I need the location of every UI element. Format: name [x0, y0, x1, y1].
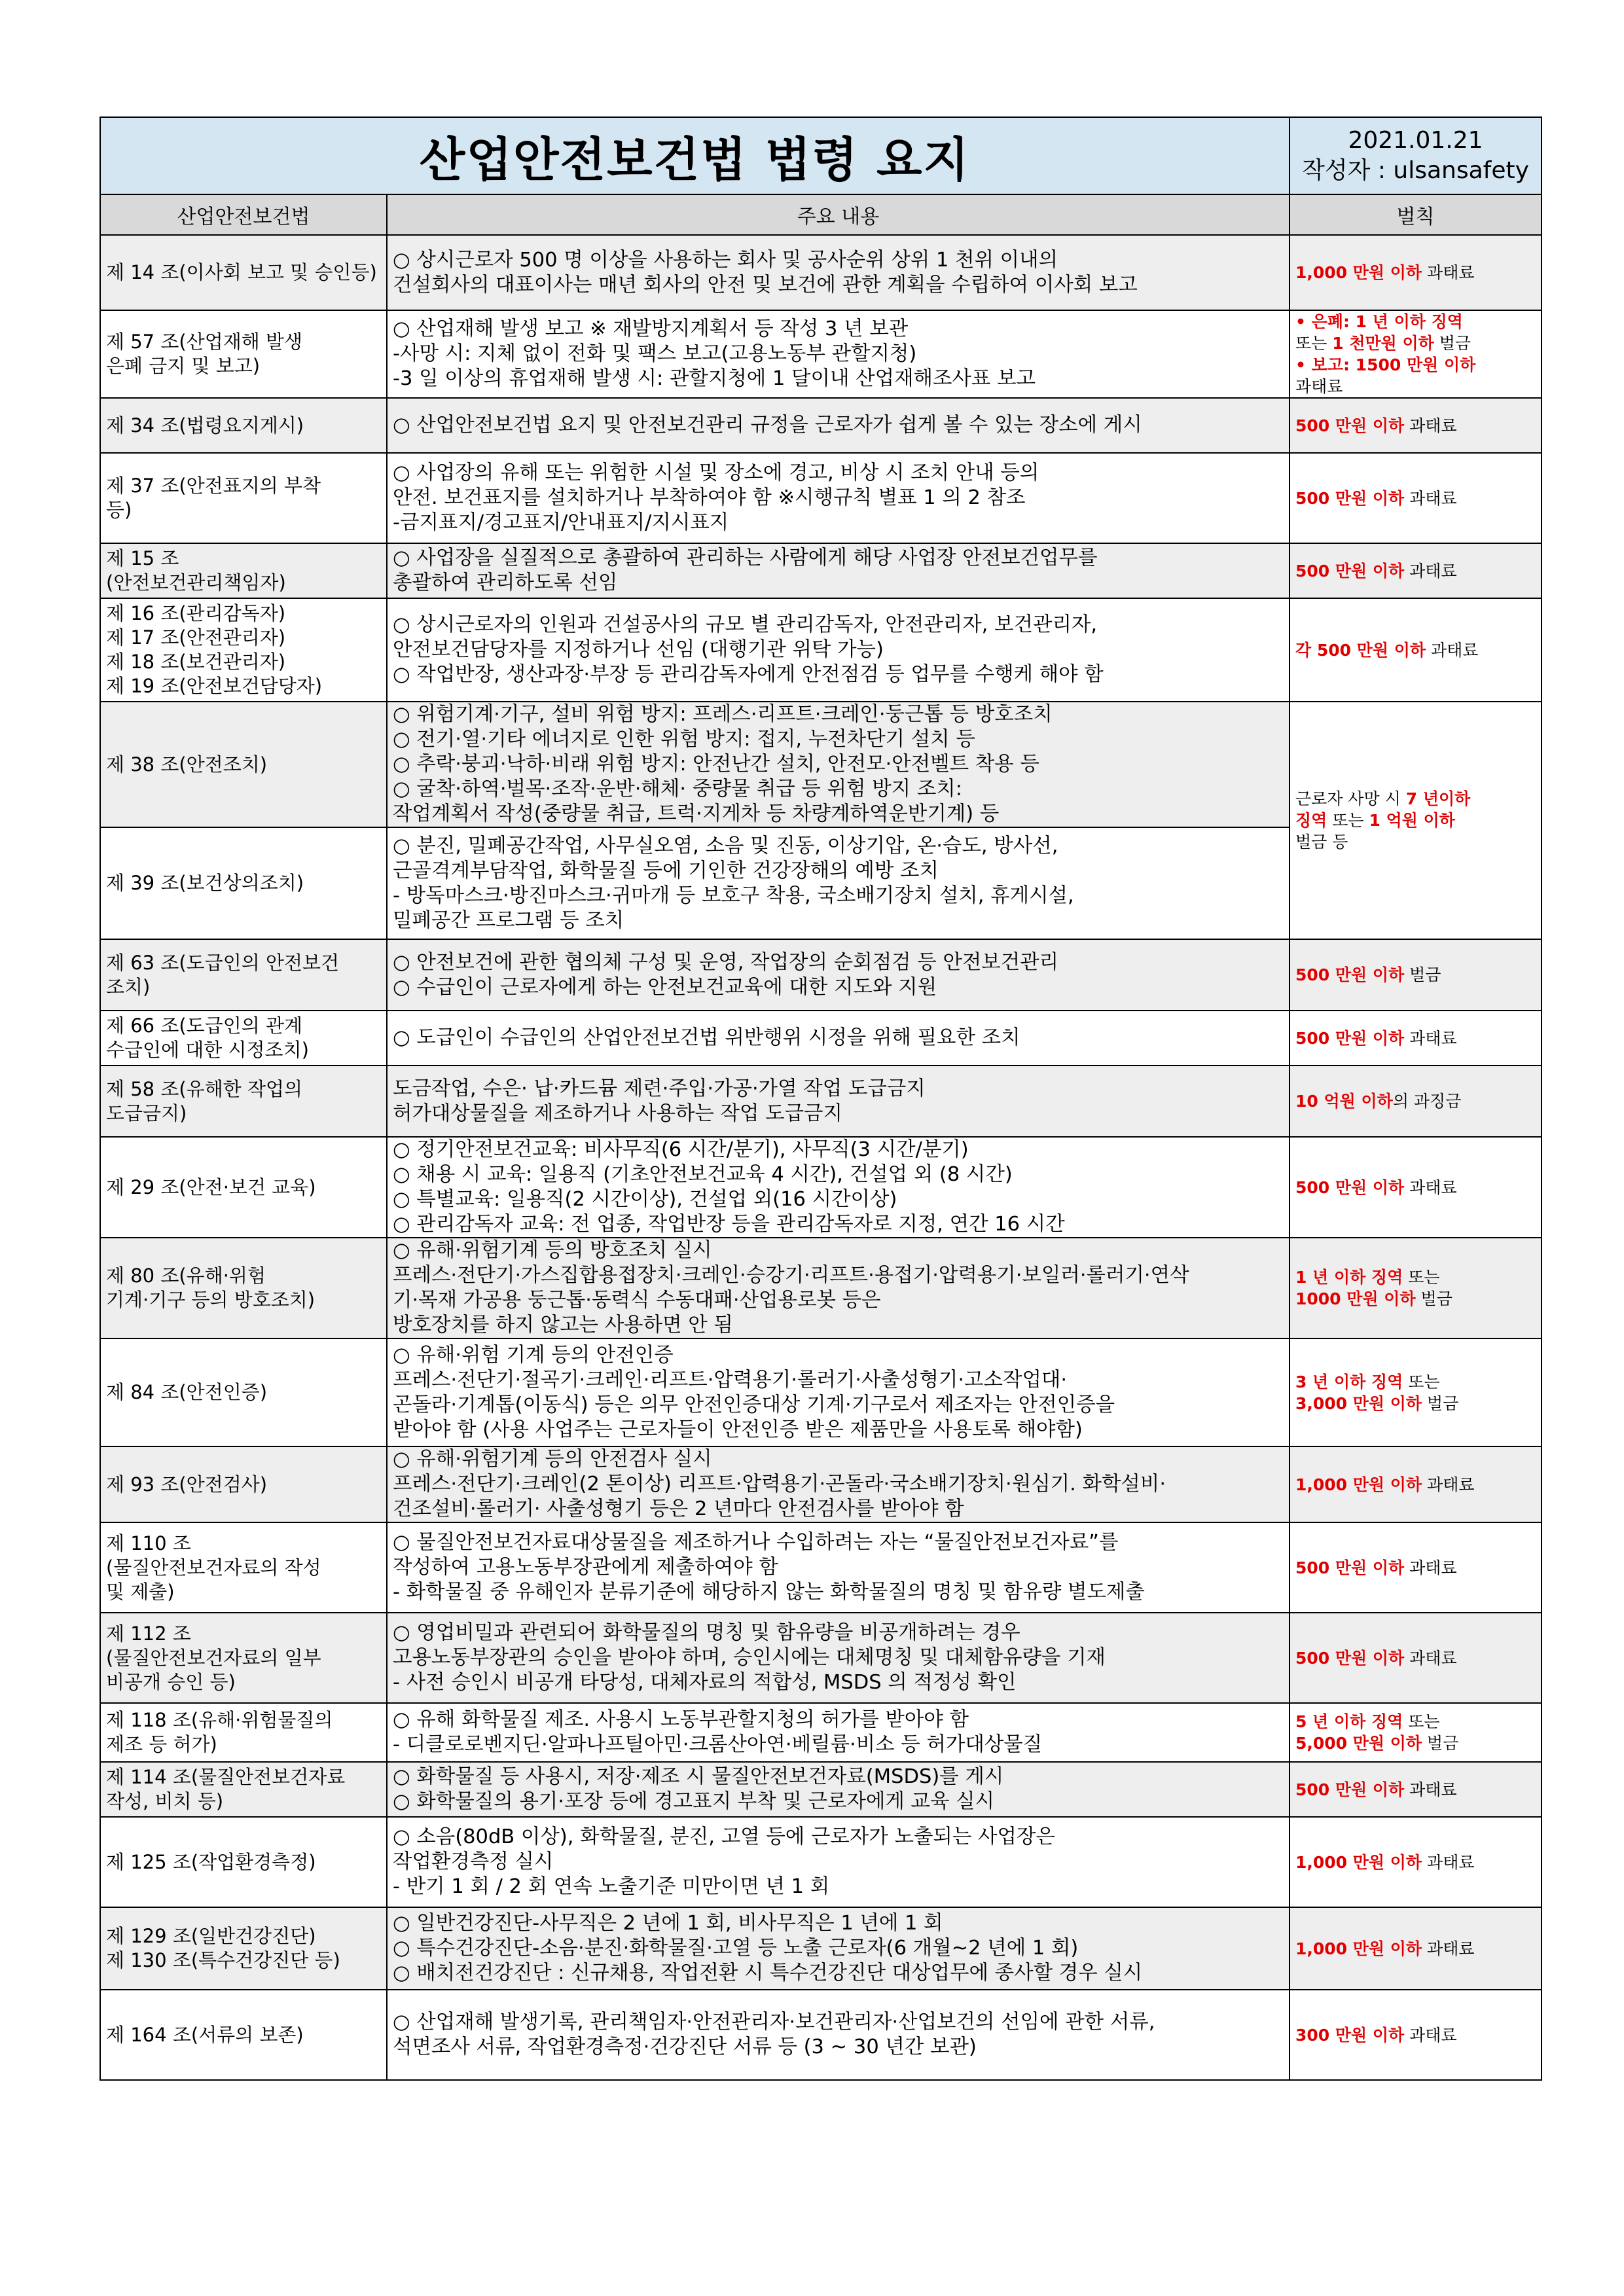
main-content-cell: [387, 543, 1290, 598]
content-line: ○ 추락·붕괴·낙하·비래 위험 방지: 안전난간 설치, 안전모·안전벨트 착용 등: [393, 753, 1039, 776]
content-line: - 반기 1 회 / 2 회 연속 노출기준 미만이면 년 1 회: [393, 1875, 830, 1898]
table-row: [100, 1907, 1542, 1990]
penalty-amount: 각 500 만원 이하: [1295, 640, 1426, 660]
content-line: ○ 배치전건강진단 : 신규채용, 작업전환 시 특수건강진단 대상업무에 종사할 경우 실시: [393, 1962, 1143, 1984]
content-line: 안전보건담당자를 지정하거나 선임 (대행기관 위탁 가능): [393, 638, 884, 661]
law-article-line: 제 15 조: [106, 547, 179, 569]
column-header-law: 산업안전보건법: [100, 194, 387, 235]
main-content-cell: [387, 1762, 1290, 1817]
content-line: ○ 채용 시 교육: 일용직 (기초안전보건교육 4 시간), 건설업 외 (8 시간): [393, 1163, 1013, 1186]
law-article-cell: [100, 310, 387, 398]
content-line: 석면조사 서류, 작업환경측정·건강진단 서류 등 (3 ~ 30 년간 보관): [393, 2036, 977, 2058]
table-row: [100, 1338, 1542, 1446]
law-article-cell: [100, 598, 387, 702]
law-article-line: (안전보건관리책임자): [106, 571, 286, 594]
penalty-cell: [1290, 1446, 1542, 1522]
penalty-cell: [1290, 1137, 1542, 1238]
content-line: 곤돌라·기계톱(이동식) 등은 의무 안전인증대상 기계·기구로서 제조자는 안전인증을: [393, 1393, 1115, 1416]
content-line: ○ 물질안전보건자료대상물질을 제조하거나 수입하려는 자는 “물질안전보건자료”를: [393, 1531, 1119, 1554]
law-article-cell: [100, 1066, 387, 1137]
content-line: - 화학물질 중 유해인자 분류기준에 해당하지 않는 화학물질의 명칭 및 함유량 별도제출: [393, 1581, 1145, 1604]
law-article-line: 제 93 조(안전검사): [106, 1473, 268, 1496]
content-line: ○ 화학물질의 용기·포장 등에 경고표지 부착 및 근로자에게 교육 실시: [393, 1790, 995, 1813]
penalty-line: [1295, 1474, 1536, 1496]
law-article-line: 및 제출): [106, 1580, 175, 1603]
penalty-amount: 5 년 이하 징역: [1295, 1712, 1403, 1731]
penalty-cell: [1290, 1817, 1542, 1907]
penalty-line: [1295, 1938, 1536, 1960]
penalty-text: 과태료: [1422, 1475, 1475, 1494]
content-line: ○ 정기안전보건교육: 비사무직(6 시간/분기), 사무직(3 시간/분기): [393, 1138, 969, 1161]
penalty-text: 과태료: [1404, 1177, 1457, 1197]
penalty-text: 또는: [1403, 1712, 1440, 1731]
penalty-text: 벌금: [1422, 1734, 1459, 1753]
law-article-line: 제 80 조(유해·위험: [106, 1265, 266, 1287]
content-line: ○ 사업장의 유해 또는 위험한 시설 및 장소에 경고, 비상 시 조치 안내 등의: [393, 461, 1039, 484]
law-article-cell: [100, 827, 387, 939]
law-article-line: (물질안전보건자료의 작성: [106, 1556, 321, 1579]
table-row: [100, 1238, 1542, 1338]
penalty-line: [1295, 1090, 1536, 1112]
main-content-cell: [387, 702, 1290, 827]
content-line: - 디클로로벤지딘·알파나프틸아민·크롬산아연·베릴륨·비소 등 허가대상물질: [393, 1733, 1043, 1756]
penalty-text: 벌금: [1404, 965, 1441, 984]
law-article-line: 제 14 조(이사회 보고 및 승인등): [106, 261, 377, 283]
penalty-text: 의 과징금: [1392, 1092, 1462, 1111]
penalty-amount: 500 만원 이하: [1295, 965, 1405, 984]
penalty-text: 또는: [1403, 1372, 1440, 1391]
law-article-line: 제 130 조(특수건강진단 등): [106, 1949, 340, 1971]
law-article-line: 제 34 조(법령요지게시): [106, 414, 304, 437]
penalty-text: 벌금 등: [1295, 833, 1348, 852]
law-article-cell: [100, 1613, 387, 1703]
content-line: 건조설비·롤러기· 사출성형기 등은 2 년마다 안전검사를 받아야 함: [393, 1498, 964, 1520]
law-article-cell: [100, 1817, 387, 1907]
main-content-cell: [387, 1238, 1290, 1338]
penalty-amount: 징역: [1295, 811, 1327, 830]
content-line: 근골격계부담작업, 화학물질 등에 기인한 건강장해의 예방 조치: [393, 859, 939, 882]
penalty-line: [1295, 788, 1536, 810]
law-article-cell: [100, 1907, 387, 1990]
content-line: ○ 산업재해 발생 보고 ※ 재발방지계획서 등 작성 3 년 보관: [393, 317, 909, 340]
law-article-line: 작성, 비치 등): [106, 1790, 224, 1812]
content-line: ○ 상시근로자 500 명 이상을 사용하는 회사 및 공사순위 상위 1 천위 이내의: [393, 248, 1058, 272]
penalty-line: [1295, 1779, 1536, 1801]
penalty-cell: [1290, 702, 1542, 939]
content-line: - 사전 승인시 비공개 타당성, 대체자료의 적합성, MSDS 의 적정성 확인: [393, 1671, 1017, 1694]
header-row: [100, 194, 1542, 235]
document-date: 2021.01.21: [1348, 127, 1483, 154]
law-article-line: 제 57 조(산업재해 발생: [106, 331, 302, 353]
penalty-amount: 1,000 만원 이하: [1295, 263, 1422, 282]
law-article-cell: [100, 398, 387, 453]
content-line: ○ 특수건강진단-소음·분진·화학물질·고열 등 노출 근로자(6 개월~2 년에 1 회): [393, 1937, 1079, 1960]
law-article-line: 제 84 조(안전인증): [106, 1381, 268, 1403]
penalty-text: 벌금: [1415, 1289, 1453, 1308]
main-content-cell: [387, 1907, 1290, 1990]
penalty-line: [1295, 1393, 1536, 1414]
content-line: ○ 분진, 밀폐공간작업, 사무실오염, 소음 및 진동, 이상기압, 온·습도, 방사선,: [393, 834, 1058, 857]
penalty-text: 과태료: [1404, 1558, 1457, 1577]
table-row: [100, 235, 1542, 310]
penalty-amount: 500 만원 이하: [1295, 561, 1405, 581]
penalty-text: 과태료: [1422, 1939, 1475, 1958]
content-line: ○ 안전보건에 관한 협의체 구성 및 운영, 작업장의 순회점검 등 안전보건관리: [393, 950, 1059, 974]
law-article-line: 기계·기구 등의 방호조치): [106, 1289, 316, 1311]
content-line: ○ 위험기계·기구, 설비 위험 방지: 프레스·리프트·크레인·둥근톱 등 방호조치: [393, 703, 1053, 726]
table-row: [100, 543, 1542, 598]
main-content-cell: [387, 1446, 1290, 1522]
law-article-cell: [100, 1990, 387, 2080]
law-article-line: 제 38 조(안전조치): [106, 753, 268, 776]
table-row: [100, 1066, 1542, 1137]
penalty-text: 과태료: [1404, 1780, 1457, 1799]
table-row: [100, 939, 1542, 1011]
penalty-amount: 1,000 만원 이하: [1295, 1852, 1422, 1872]
penalty-cell: [1290, 1613, 1542, 1703]
column-header-penalty: 벌칙: [1290, 194, 1542, 235]
content-line: 프레스·전단기·절곡기·크레인·리프트·압력용기·롤러기·사출성형기·고소작업대·: [393, 1368, 1068, 1391]
law-article-cell: [100, 453, 387, 543]
law-article-cell: [100, 543, 387, 598]
penalty-text: 과태료: [1404, 1028, 1457, 1048]
table-row: [100, 1613, 1542, 1703]
main-content-cell: [387, 1522, 1290, 1613]
content-line: ○ 도급인이 수급인의 산업안전보건법 위반행위 시정을 위해 필요한 조치: [393, 1026, 1020, 1049]
penalty-cell: [1290, 310, 1542, 398]
penalty-amount: 500 만원 이하: [1295, 1177, 1405, 1197]
penalty-line: [1295, 262, 1536, 283]
content-line: ○ 사업장을 실질적으로 총괄하여 관리하는 사람에게 해당 사업장 안전보건업무를: [393, 547, 1098, 569]
content-line: 총괄하여 관리하도록 선임: [393, 571, 618, 594]
penalty-line: [1295, 1557, 1536, 1579]
content-line: ○ 유해·위험 기계 등의 안전인증: [393, 1343, 674, 1367]
penalty-amount: 3,000 만원 이하: [1295, 1393, 1422, 1413]
content-line: ○ 상시근로자의 인원과 건설공사의 규모 별 관리감독자, 안전관리자, 보건관리자,: [393, 613, 1098, 636]
penalty-line: [1295, 1852, 1536, 1873]
penalty-cell: [1290, 398, 1542, 453]
penalty-cell: [1290, 543, 1542, 598]
content-line: ○ 유해·위험기계 등의 방호조치 실시: [393, 1239, 712, 1262]
penalty-amount: 1 천만원 이하: [1332, 334, 1434, 353]
main-content-cell: [387, 1066, 1290, 1137]
penalty-amount: 1 년 이하 징역: [1295, 1268, 1403, 1287]
table-row: [100, 1137, 1542, 1238]
law-article-cell: [100, 1703, 387, 1762]
penalty-line: [1295, 1266, 1536, 1288]
penalty-amount: 3 년 이하 징역: [1295, 1372, 1403, 1391]
penalty-text: 근로자 사망 시: [1295, 789, 1406, 808]
penalty-amount: 500 만원 이하: [1295, 1558, 1405, 1577]
law-article-cell: [100, 1446, 387, 1522]
penalty-cell: [1290, 1907, 1542, 1990]
law-article-cell: [100, 939, 387, 1011]
content-line: ○ 작업반장, 생산과장·부장 등 관리감독자에게 안전점검 등 업무를 수행케 해야 함: [393, 663, 1104, 686]
penalty-cell: [1290, 939, 1542, 1011]
main-content-cell: [387, 1703, 1290, 1762]
law-article-cell: [100, 702, 387, 827]
penalty-text: 과태료: [1295, 377, 1343, 396]
main-content-cell: [387, 235, 1290, 310]
penalty-text: 또는: [1327, 811, 1369, 830]
content-line: 도금작업, 수은· 납·카드뮴 제련·주입·가공·가열 작업 도급금지: [393, 1077, 926, 1100]
content-line: ○ 유해·위험기계 등의 안전검사 실시: [393, 1448, 712, 1471]
law-article-cell: [100, 1011, 387, 1066]
penalty-amount: • 은폐: 1 년 이하 징역: [1295, 312, 1463, 331]
content-line: 기·목재 가공용 둥근톱·동력식 수동대패·산업용로봇 등은: [393, 1289, 881, 1312]
content-line: ○ 관리감독자 교육: 전 업종, 작업반장 등을 관리감독자로 지정, 연간 16 시간: [393, 1213, 1065, 1236]
content-line: ○ 전기·열·기타 에너지로 인한 위험 방지: 접지, 누전차단기 설치 등: [393, 728, 975, 751]
main-content-cell: [387, 453, 1290, 543]
law-article-line: 제 114 조(물질안전보건자료: [106, 1766, 346, 1788]
content-line: 프레스·전단기·가스집합용접장치·크레인·승강기·리프트·용접기·압력용기·보일러·롤러기·연삭: [393, 1264, 1189, 1287]
content-line: ○ 산업안전보건법 요지 및 안전보건관리 규정을 근로자가 쉽게 볼 수 있는 장소에 게시: [393, 414, 1142, 437]
penalty-line: [1295, 1711, 1536, 1732]
penalty-line: [1295, 415, 1536, 437]
table-row: [100, 1817, 1542, 1907]
penalty-line: [1295, 810, 1536, 831]
content-line: 허가대상물질을 제조하거나 사용하는 작업 도급금지: [393, 1102, 842, 1125]
content-line: 작업환경측정 실시: [393, 1850, 554, 1873]
law-article-line: 수급인에 대한 시정조치): [106, 1039, 309, 1061]
penalty-line: [1295, 964, 1536, 986]
content-line: -3 일 이상의 휴업재해 발생 시: 관할지청에 1 달이내 산업재해조사표 보고: [393, 367, 1036, 390]
penalty-amount: 500 만원 이하: [1295, 1780, 1405, 1799]
law-article-line: 제 129 조(일반건강진단): [106, 1925, 316, 1947]
law-article-line: 제 164 조(서류의 보존): [106, 2023, 304, 2046]
law-article-line: (물질안전보건자료의 일부: [106, 1646, 321, 1669]
content-line: ○ 화학물질 등 사용시, 저장·제조 시 물질안전보건자료(MSDS)를 게시: [393, 1765, 1004, 1788]
law-article-line: 제 118 조(유해·위험물질의: [106, 1709, 333, 1731]
main-content-cell: [387, 598, 1290, 702]
table-row: [100, 1990, 1542, 2080]
table-row: [100, 702, 1542, 827]
penalty-amount: 500 만원 이하: [1295, 1648, 1405, 1668]
penalty-line: [1295, 1647, 1536, 1669]
penalty-amount: 1 억원 이하: [1369, 811, 1455, 830]
content-line: ○ 특별교육: 일용직(2 시간이상), 건설업 외(16 시간이상): [393, 1188, 897, 1211]
law-article-line: 비공개 승인 등): [106, 1670, 236, 1693]
main-content-cell: [387, 398, 1290, 453]
penalty-amount: 1,000 만원 이하: [1295, 1475, 1422, 1494]
column-header-content: 주요 내용: [387, 194, 1290, 235]
law-article-line: 제 66 조(도급인의 관계: [106, 1014, 302, 1037]
table-row: [100, 598, 1542, 702]
penalty-cell: [1290, 598, 1542, 702]
content-line: 밀폐공간 프로그램 등 조치: [393, 908, 624, 932]
law-article-line: 도급금지): [106, 1102, 187, 1124]
penalty-cell: [1290, 1703, 1542, 1762]
penalty-line: [1295, 332, 1536, 354]
law-article-line: 제 16 조(관리감독자): [106, 602, 286, 624]
penalty-cell: [1290, 1990, 1542, 2080]
main-content-cell: [387, 1338, 1290, 1446]
law-article-line: 조치): [106, 975, 151, 998]
penalty-amount: 1000 만원 이하: [1295, 1289, 1416, 1308]
law-article-line: 은폐 금지 및 보고): [106, 355, 261, 377]
content-line: -금지표지/경고표지/안내표지/지시표지: [393, 511, 729, 534]
document-meta: [1290, 117, 1542, 194]
content-line: 프레스·전단기·크레인(2 톤이상) 리프트·압력용기·곤돌라·국소배기장치·원심기. 화학설비·: [393, 1473, 1166, 1496]
law-article-line: 제조 등 허가): [106, 1733, 217, 1755]
penalty-line: [1295, 831, 1536, 853]
penalty-text: 또는: [1295, 334, 1333, 353]
penalty-text: 과태료: [1404, 416, 1457, 435]
penalty-line: [1295, 2024, 1536, 2046]
page-title: 산업안전보건법 법령 요지: [100, 117, 1290, 194]
table-row: [100, 453, 1542, 543]
penalty-line: [1295, 1028, 1536, 1049]
penalty-text: 과태료: [1404, 561, 1457, 581]
main-content-cell: [387, 827, 1290, 939]
penalty-line: [1295, 1288, 1536, 1310]
content-line: ○ 유해 화학물질 제조. 사용시 노동부관할지청의 허가를 받아야 함: [393, 1708, 969, 1731]
content-line: 작성하여 고용노동부장관에게 제출하여야 함: [393, 1556, 778, 1579]
table-row: [100, 1703, 1542, 1762]
table-row: [100, 310, 1542, 398]
content-line: ○ 수급인이 근로자에게 하는 안전보건교육에 대한 지도와 지원: [393, 975, 937, 999]
penalty-line: [1295, 311, 1536, 332]
content-line: 받아야 함 (사용 사업주는 근로자들이 안전인증 받은 제품만을 사용토록 해야함): [393, 1418, 1083, 1441]
law-article-line: 제 112 조: [106, 1622, 191, 1645]
content-line: ○ 굴착·하역·벌목·조작·운반·해체· 중량물 취급 등 위험 방지 조치:: [393, 778, 963, 800]
penalty-text: 과태료: [1404, 2025, 1457, 2045]
penalty-line: [1295, 1371, 1536, 1393]
penalty-text: 과태료: [1426, 640, 1479, 660]
law-article-cell: [100, 1762, 387, 1817]
content-line: 방호장치를 하지 않고는 사용하면 안 됨: [393, 1314, 733, 1336]
penalty-amount: 500 만원 이하: [1295, 416, 1405, 435]
content-line: 고용노동부장관의 승인을 받아야 하며, 승인시에는 대체명칭 및 대체함유량을 기재: [393, 1646, 1106, 1669]
penalty-amount: 300 만원 이하: [1295, 2025, 1405, 2045]
table-row: [100, 1446, 1542, 1522]
law-summary-table: [99, 117, 1542, 2081]
main-content-cell: [387, 1137, 1290, 1238]
document-author: 작성자 : ulsansafety: [1302, 157, 1529, 184]
content-line: ○ 일반건강진단-사무직은 2 년에 1 회, 비사무직은 1 년에 1 회: [393, 1912, 943, 1935]
penalty-amount: • 보고: 1500 만원 이하: [1295, 355, 1476, 374]
law-article-line: 제 18 조(보건관리자): [106, 651, 286, 673]
law-article-line: 제 37 조(안전표지의 부착: [106, 475, 321, 497]
penalty-cell: [1290, 1522, 1542, 1613]
penalty-text: 벌금: [1434, 334, 1471, 353]
penalty-amount: 7 년이하: [1405, 789, 1471, 808]
main-content-cell: [387, 1011, 1290, 1066]
law-article-line: 제 63 조(도급인의 안전보건: [106, 951, 340, 974]
main-content-cell: [387, 939, 1290, 1011]
penalty-amount: 10 억원 이하: [1295, 1092, 1393, 1111]
main-content-cell: [387, 1990, 1290, 2080]
law-article-line: 제 17 조(안전관리자): [106, 626, 286, 649]
law-article-line: 제 19 조(안전보건담당자): [106, 675, 323, 697]
table-row: [100, 1762, 1542, 1817]
law-article-cell: [100, 235, 387, 310]
penalty-line: [1295, 560, 1536, 582]
content-line: -사망 시: 지체 없이 전화 및 팩스 보고(고용노동부 관할지청): [393, 342, 917, 365]
main-content-cell: [387, 1613, 1290, 1703]
title-row: [100, 117, 1542, 194]
law-article-line: 제 58 조(유해한 작업의: [106, 1077, 302, 1100]
content-line: ○ 소음(80dB 이상), 화학물질, 분진, 고열 등에 근로자가 노출되는 사업장은: [393, 1825, 1055, 1848]
law-article-cell: [100, 1522, 387, 1613]
content-line: ○ 산업재해 발생기록, 관리책임자·안전관리자·보건관리자·산업보건의 선임에 관한 서류,: [393, 2011, 1155, 2034]
penalty-cell: [1290, 1066, 1542, 1137]
penalty-amount: 500 만원 이하: [1295, 1028, 1405, 1048]
law-article-cell: [100, 1238, 387, 1338]
content-line: 안전. 보건표지를 설치하거나 부착하여야 함 ※시행규칙 별표 1 의 2 참조: [393, 486, 1026, 509]
penalty-cell: [1290, 453, 1542, 543]
main-content-cell: [387, 1817, 1290, 1907]
penalty-cell: [1290, 1238, 1542, 1338]
penalty-amount: 1,000 만원 이하: [1295, 1939, 1422, 1958]
penalty-cell: [1290, 235, 1542, 310]
law-article-cell: [100, 1137, 387, 1238]
law-article-line: 등): [106, 499, 132, 521]
law-article-cell: [100, 1338, 387, 1446]
penalty-line: [1295, 639, 1536, 661]
penalty-amount: 500 만원 이하: [1295, 488, 1405, 508]
law-article-line: 제 29 조(안전·보건 교육): [106, 1175, 316, 1198]
penalty-text: 과태료: [1422, 263, 1475, 282]
table-row: [100, 398, 1542, 453]
penalty-line: [1295, 488, 1536, 509]
content-line: - 방독마스크·방진마스크·귀마개 등 보호구 착용, 국소배기장치 설치, 휴게시설,: [393, 884, 1074, 907]
law-article-line: 제 110 조: [106, 1532, 191, 1554]
content-line: 건설회사의 대표이사는 매년 회사의 안전 및 보건에 관한 계획을 수립하여 이사회 보고: [393, 273, 1138, 296]
penalty-text: 과태료: [1404, 1648, 1457, 1668]
content-line: ○ 영업비밀과 관련되어 화학물질의 명칭 및 함유량을 비공개하려는 경우: [393, 1621, 1020, 1644]
penalty-cell: [1290, 1011, 1542, 1066]
law-article-line: 제 125 조(작업환경측정): [106, 1850, 316, 1873]
penalty-cell: [1290, 1338, 1542, 1446]
table-row: [100, 1011, 1542, 1066]
penalty-line: [1295, 1177, 1536, 1198]
penalty-text: 벌금: [1422, 1393, 1459, 1413]
penalty-amount: 5,000 만원 이하: [1295, 1734, 1422, 1753]
penalty-text: 과태료: [1422, 1852, 1475, 1872]
law-article-line: 제 39 조(보건상의조치): [106, 872, 304, 894]
penalty-text: 또는: [1403, 1268, 1440, 1287]
content-line: 작업계획서 작성(중량물 취급, 트럭·지게차 등 차량계하역운반기계) 등: [393, 802, 1000, 825]
penalty-cell: [1290, 1762, 1542, 1817]
penalty-line: [1295, 376, 1536, 397]
table-row: [100, 1522, 1542, 1613]
penalty-text: 과태료: [1404, 488, 1457, 508]
penalty-line: [1295, 1732, 1536, 1754]
main-content-cell: [387, 310, 1290, 398]
penalty-line: [1295, 354, 1536, 376]
